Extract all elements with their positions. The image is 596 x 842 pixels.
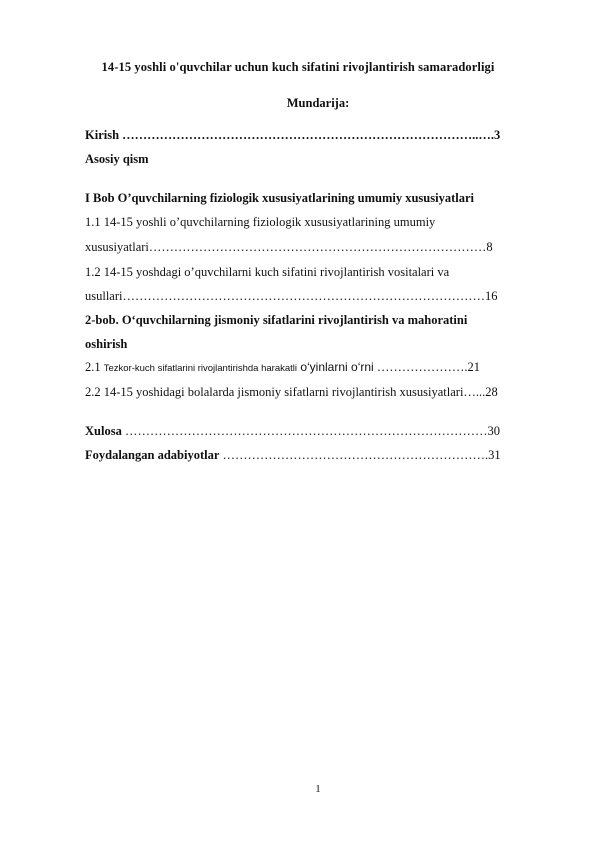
toc-entry-2-1[interactable] <box>85 360 551 375</box>
toc-entry-bob1[interactable]: I Bob O’quvchilarning fiziologik xususiyatlarining umumiy xususiyatlari <box>85 191 474 205</box>
toc-entry-kirish[interactable]: Kirish …………………………………………………………………………..….3 <box>85 128 501 142</box>
toc-entry-1-2-line1[interactable]: 1.2 14-15 yoshdagi o’quvchilarni kuch sifatini rivojlantirish vositalari va <box>85 265 450 279</box>
toc-entry-2-1-number: 2.1 <box>85 360 104 374</box>
toc-entry-xulosa[interactable] <box>85 424 551 439</box>
document-title: 14-15 yoshli o'quvchilar uchun kuch sifatini rivojlantirish samaradorligi <box>101 60 495 74</box>
toc-entry-foydalangan[interactable] <box>85 448 551 463</box>
toc-entry-xulosa-label: Xulosa <box>85 424 122 438</box>
toc-entry-2-2[interactable]: 2.2 14-15 yoshidagi bolalarda jismoniy sifatlarni rivojlantirish xususiyatlari…...28 <box>85 385 498 399</box>
toc-entry-bob2-line2[interactable]: oshirish <box>85 337 128 351</box>
contents-heading: Mundarija: <box>286 96 350 110</box>
toc-entry-2-1-page: ………………….21 <box>373 360 480 374</box>
toc-entry-2-1-title-part1: Tezkor-kuch sifatlarini rivojlantirishda harakatli <box>103 363 297 374</box>
toc-entry-1-2-line2[interactable]: usullari……………………………………………………………………………16 <box>85 289 498 303</box>
toc-entry-1-1-line1[interactable]: 1.1 14-15 yoshli o’quvchilarning fiziologik xususiyatlarining umumiy <box>85 215 436 229</box>
toc-entry-xulosa-page: ……………………………………………………………………………30 <box>121 424 500 438</box>
toc-entry-bob2-line1[interactable]: 2-bob. O‘quvchilarning jismoniy sifatlarini rivojlantirish va mahoratini <box>85 313 468 327</box>
toc-entry-asosiy-qism[interactable]: Asosiy qism <box>85 152 149 166</box>
toc-entry-2-1-title-part2: o‘yinlarni o‘rni <box>297 360 374 374</box>
toc-entry-foydalangan-label: Foydalangan adabiyotlar <box>85 448 220 462</box>
toc-entry-foydalangan-page: ……………………………………………………….31 <box>219 448 501 462</box>
page-number: 1 <box>315 783 321 795</box>
toc-entry-1-1-line2[interactable]: xususiyatlari………………………………………………………………………8 <box>85 240 493 254</box>
